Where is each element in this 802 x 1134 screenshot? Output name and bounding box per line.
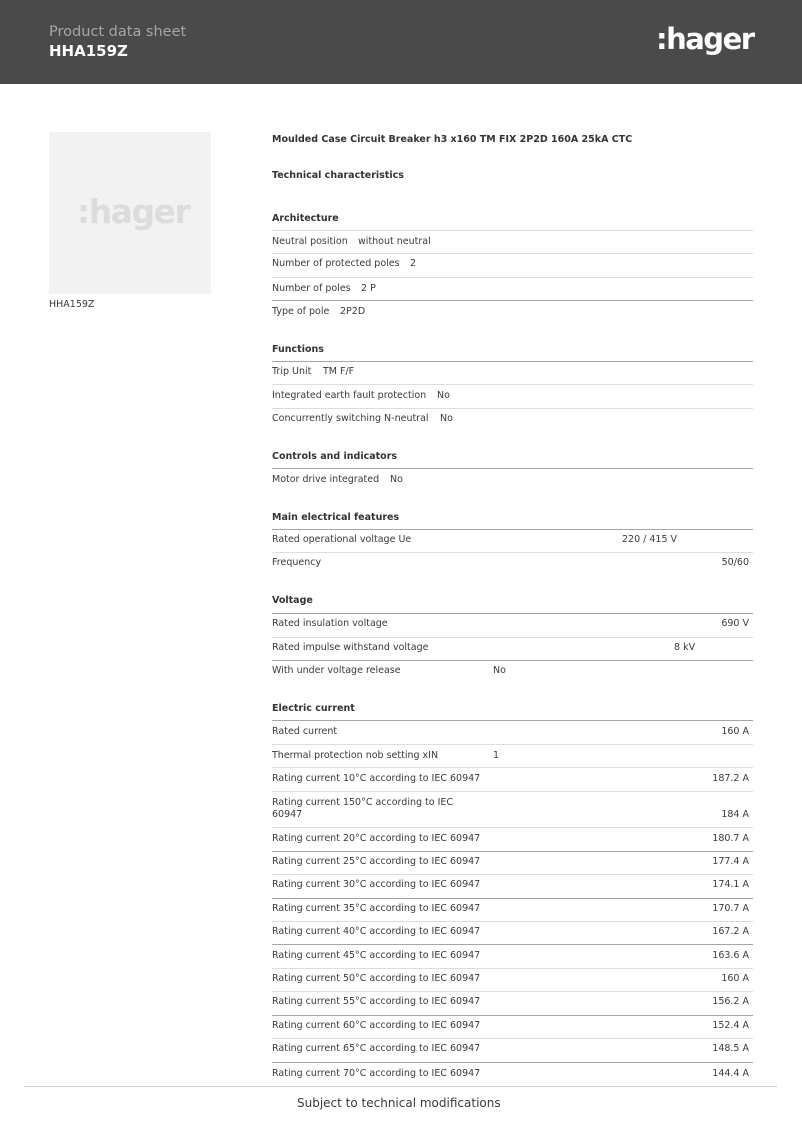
spec-value: 690 V: [721, 618, 749, 629]
spec-value: without neutral: [358, 236, 431, 247]
spec-label: Rated impulse withstand voltage: [272, 642, 429, 653]
spec-label: Rating current 45°C according to IEC 60947: [272, 950, 481, 961]
spec-label: Rating current 35°C according to IEC 60947: [272, 903, 481, 914]
spec-value: 167.2 A: [712, 926, 749, 937]
spec-label: Rating current 55°C according to IEC 60947: [272, 996, 481, 1007]
spec-label: Rated current: [272, 726, 338, 737]
spec-value: 177.4 A: [712, 856, 749, 867]
spec-label: Trip Unit: [272, 366, 312, 377]
functions-heading: Functions: [272, 344, 324, 355]
spec-value: 148.5 A: [712, 1043, 749, 1054]
electric-current-heading: Electric current: [272, 703, 355, 714]
spec-label: Number of poles: [272, 283, 351, 294]
spec-label: Rating current 65°C according to IEC 60947: [272, 1043, 481, 1054]
product-image: [49, 132, 211, 294]
controls-heading: Controls and indicators: [272, 451, 398, 462]
spec-value: 187.2 A: [712, 773, 749, 784]
spec-label: 60947: [272, 809, 303, 820]
spec-label: Concurrently switching N-neutral: [272, 413, 429, 424]
spec-label: Motor drive integrated: [272, 474, 380, 485]
spec-value: 152.4 A: [712, 1020, 749, 1031]
product-title: Moulded Case Circuit Breaker h3 x160 TM FIX 2P2D 160A 25kA CTC: [272, 134, 633, 145]
spec-label: Rating current 50°C according to IEC 60947: [272, 973, 481, 984]
spec-value: 2 P: [361, 283, 376, 294]
spec-value: 144.4 A: [712, 1068, 749, 1079]
spec-value: 174.1 A: [712, 879, 749, 890]
spec-value: 2P2D: [340, 306, 366, 317]
main-electrical-heading: Main electrical features: [272, 512, 400, 523]
spec-label: Rating current 10°C according to IEC 60947: [272, 773, 481, 784]
spec-value: 180.7 A: [712, 833, 749, 844]
spec-value: 184 A: [721, 809, 749, 820]
document-type: Product data sheet: [49, 24, 187, 40]
voltage-heading: Voltage: [272, 595, 313, 606]
spec-label: Rated operational voltage Ue: [272, 534, 412, 545]
product-reference: HHA159Z: [49, 42, 128, 60]
footer-note: Subject to technical modifications: [297, 1096, 501, 1110]
spec-value: 156.2 A: [712, 996, 749, 1007]
spec-value: 2: [410, 258, 417, 269]
spec-value: 1: [493, 750, 500, 761]
spec-label: Rating current 30°C according to IEC 60947: [272, 879, 481, 890]
spec-label: Number of protected poles: [272, 258, 400, 269]
spec-value: 220 / 415 V: [622, 534, 678, 545]
spec-label: Thermal protection nob setting xIN: [272, 750, 439, 761]
spec-value: No: [440, 413, 453, 424]
spec-value: 160 A: [721, 973, 749, 984]
spec-label: Rating current 60°C according to IEC 60947: [272, 1020, 481, 1031]
spec-value: No: [493, 665, 506, 676]
spec-value: No: [390, 474, 403, 485]
spec-label: Type of pole: [272, 306, 330, 317]
spec-value: 8 kV: [674, 642, 696, 653]
spec-value: 163.6 A: [712, 950, 749, 961]
page-header: [0, 0, 802, 84]
spec-label: Rating current 150°C according to IEC: [272, 797, 454, 808]
spec-label: Neutral position: [272, 236, 348, 247]
technical-characteristics-heading: Technical characteristics: [272, 170, 404, 181]
spec-label: Rating current 25°C according to IEC 60947: [272, 856, 481, 867]
architecture-heading: Architecture: [272, 213, 339, 224]
spec-value: 160 A: [721, 726, 749, 737]
spec-label: Rating current 20°C according to IEC 60947: [272, 833, 481, 844]
spec-value: 170.7 A: [712, 903, 749, 914]
spec-label: Rating current 70°C according to IEC 60947: [272, 1068, 481, 1079]
hager-logo: :hager: [656, 22, 754, 56]
spec-value: TM F/F: [323, 366, 355, 377]
footer-divider: [24, 1086, 777, 1087]
spec-value: No: [437, 390, 450, 401]
spec-label: With under voltage release: [272, 665, 401, 676]
spec-label: Frequency: [272, 557, 322, 568]
spec-value: 50/60: [721, 557, 749, 568]
image-caption: HHA159Z: [49, 299, 95, 310]
spec-label: Rating current 40°C according to IEC 60947: [272, 926, 481, 937]
placeholder-logo: :hager: [77, 192, 190, 231]
spec-label: Rated insulation voltage: [272, 618, 388, 629]
spec-label: Integrated earth fault protection: [272, 390, 427, 401]
